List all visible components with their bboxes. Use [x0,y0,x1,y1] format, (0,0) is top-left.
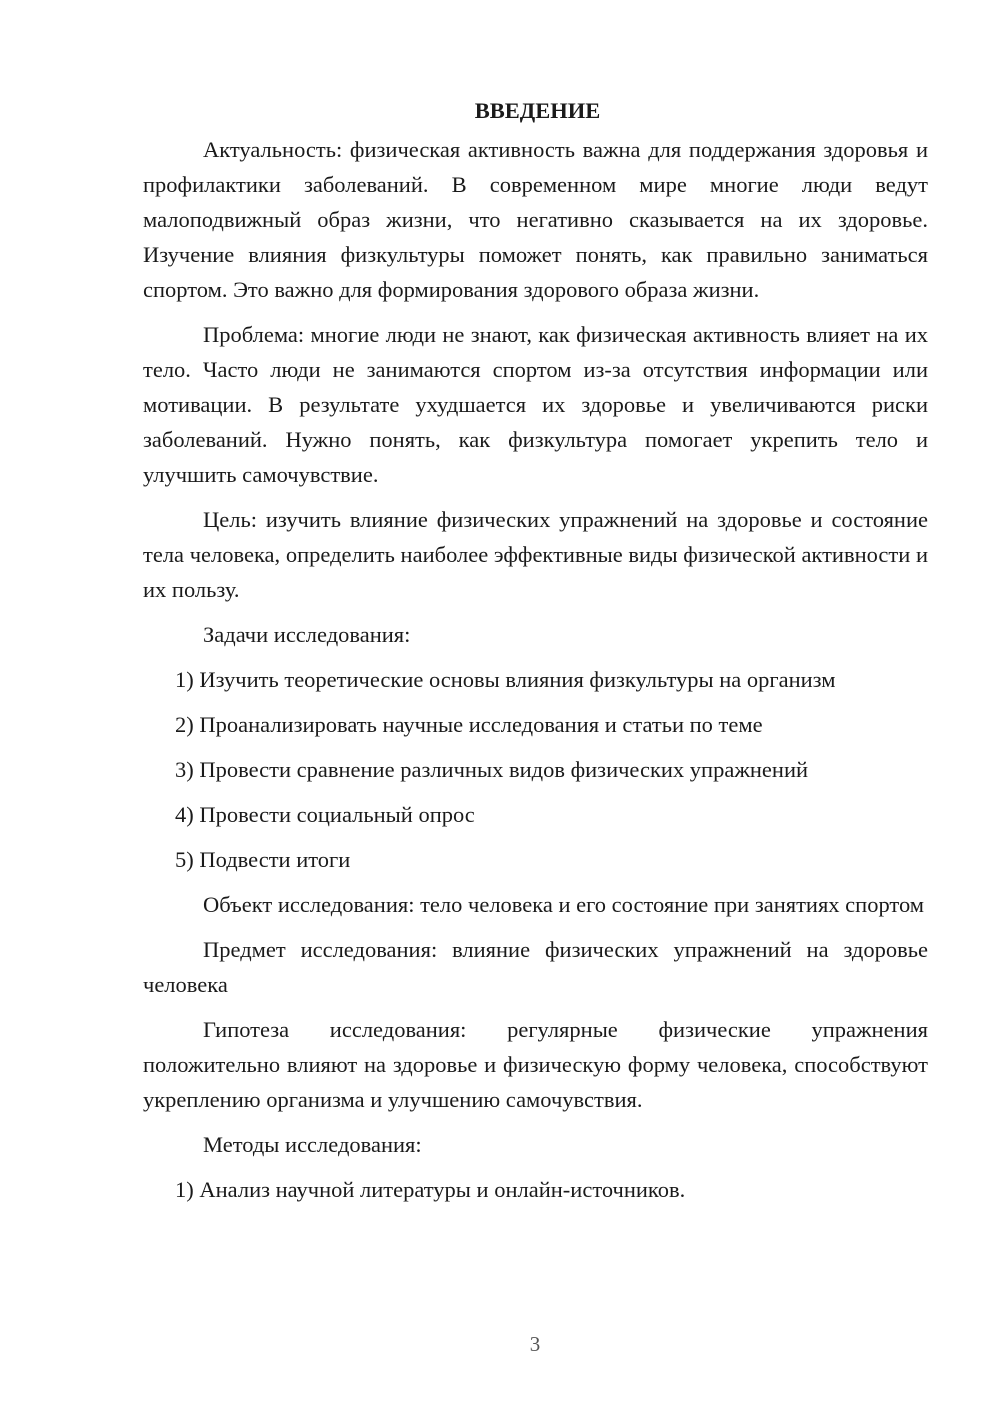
paragraph-relevance: Актуальность: физическая активность важна для поддержания здоровья и профилактики заболеваний. В современном мире многие люди ведут малоподвижный образ жизни, что негативно сказывается на их здоровье. Изучение влияния физкультуры поможет понять, как правильно заниматься спортом. Это важно для формирования здорового образа жизни. [143,137,928,302]
page-number: 3 [529,1332,541,1356]
paragraph-subject: Предмет исследования: влияние физических упражнений на здоровье человека [143,937,928,997]
methods-heading: Методы исследования: [203,1132,422,1157]
paragraph-goal: Цель: изучить влияние физических упражнений на здоровье и состояние тела человека, определить наиболее эффективные виды физической активности и их пользу. [143,507,928,602]
list-item: 1) Анализ научной литературы и онлайн-источников. [175,1177,686,1202]
list-item: 5) Подвести итоги [175,847,351,872]
tasks-heading: Задачи исследования: [203,622,411,647]
tasks-list [143,662,928,877]
page-content [143,93,928,1217]
list-item: 3) Провести сравнение различных видов физических упражнений [175,757,809,782]
paragraph-object: Объект исследования: тело человека и его состояние при занятиях спортом [203,892,925,917]
section-title: ВВЕДЕНИЕ [474,98,601,123]
paragraph-problem: Проблема: многие люди не знают, как физическая активность влияет на их тело. Часто люди не занимаются спортом из-за отсутствия информации или мотивации. В результате ухудшается их здоровье и увеличиваются риски заболеваний. Нужно понять, как физкультура помогает укрепить тело и улучшить самочувствие. [143,322,928,487]
paragraph-hypothesis: Гипотеза исследования: регулярные физические упражнения положительно влияют на здоровье и физическую форму человека, способствуют укреплению организма и улучшению самочувствия. [143,1017,928,1112]
list-item: 1) Изучить теоретические основы влияния физкультуры на организм [175,667,836,692]
methods-list [143,1172,928,1207]
list-item: 2) Проанализировать научные исследования и статьи по теме [175,712,763,737]
list-item: 4) Провести социальный опрос [175,802,475,827]
